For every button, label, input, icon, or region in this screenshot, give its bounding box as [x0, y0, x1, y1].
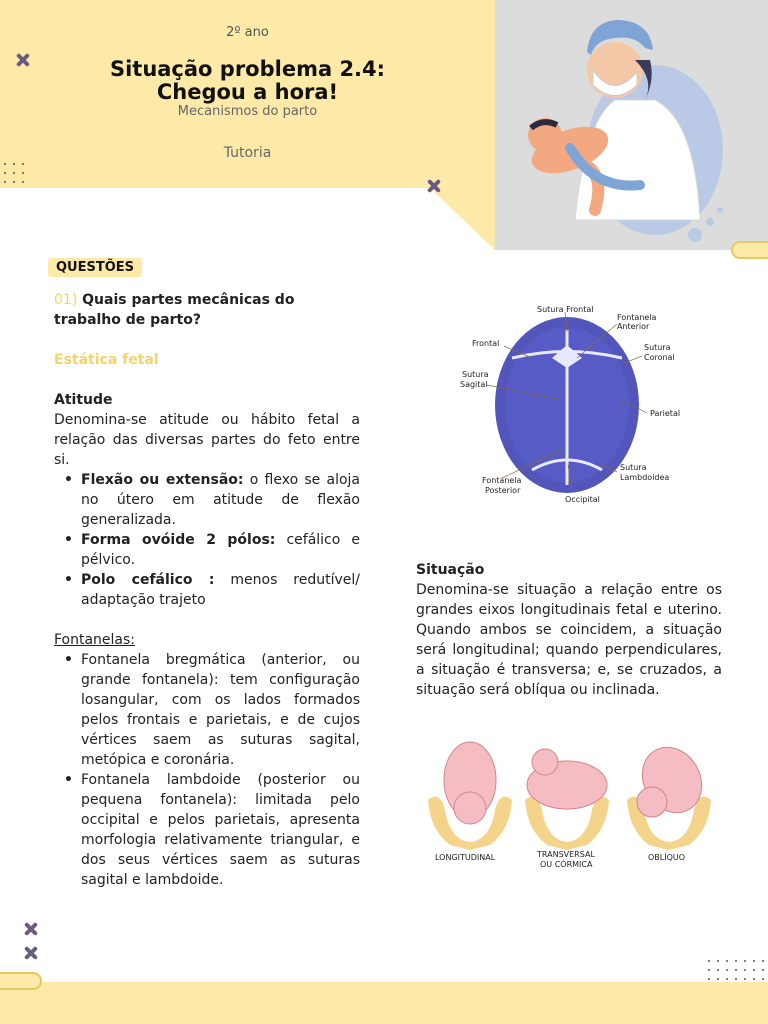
skull-label: Parietal [650, 409, 681, 418]
skull-label: Posterior [485, 486, 521, 495]
decorative-pill [731, 241, 768, 259]
obliquo-figure [627, 737, 713, 850]
questoes-badge: QUESTÕES [48, 258, 142, 277]
doctor-with-baby-illustration [495, 0, 768, 250]
skull-label: Sutura Frontal [537, 305, 594, 314]
atitude-heading: Atitude [54, 392, 113, 408]
x-mark-icon [24, 946, 38, 960]
question-1 [54, 290, 360, 330]
transversal-figure [525, 749, 609, 850]
skull-label: Frontal [472, 339, 500, 348]
doctor-illustration-panel [495, 0, 768, 250]
skull-label: Fontanela [617, 313, 657, 322]
fontanelas-heading: Fontanelas: [54, 632, 136, 648]
list-item: • Polo cefálico : menos redutível/ adaptação trajeto [54, 570, 360, 610]
list-item: • Forma ovóide 2 pólos: cefálico e pélvico. [54, 530, 360, 570]
fetal-skull-illustration [452, 300, 702, 510]
situation-label: LONGITUDINAL [435, 853, 496, 862]
page-title-line-2: Chegou a hora! [156, 80, 339, 104]
x-mark-icon [16, 53, 30, 67]
skull-label: Anterior [617, 322, 650, 331]
right-column [416, 560, 722, 700]
x-mark-icon [24, 922, 38, 936]
grade-label: 2º ano [226, 25, 269, 40]
longitudinal-figure [428, 742, 512, 850]
tutoria-label: Tutoria [223, 145, 272, 161]
skull-label: Coronal [644, 353, 675, 362]
skull-label: Sutura [644, 343, 671, 352]
skull-label: Sagital [460, 380, 488, 389]
list-item: • Fontanela lambdoide (posterior ou pequena fontanela): limitada pelo occipital e pelos parietais, apresenta morfologia relativamente triangular, e dos seus vértices saem as suturas sagital e lambdoide. [54, 770, 360, 890]
skull-label: Fontanela [482, 476, 522, 485]
atitude-text: Denomina-se atitude ou hábito fetal a relação das diversas partes do feto entre si. [54, 412, 360, 468]
left-column [54, 290, 360, 890]
page-subtitle: Mecanismos do parto [177, 104, 318, 119]
question-number: 01) [54, 292, 78, 308]
skull-label: Sutura [462, 370, 489, 379]
fetal-situation-illustration [420, 730, 720, 875]
skull-label: Occipital [565, 495, 600, 504]
decorative-pill [0, 972, 42, 990]
dot-grid-icon [4, 163, 24, 183]
skull-label: Lambdoidea [620, 473, 670, 482]
situacao-heading: Situação [416, 562, 485, 578]
fontanelas-list [54, 650, 360, 890]
situation-label: OBLÍQUO [648, 853, 686, 862]
dot-grid-icon [708, 960, 768, 980]
atitude-list [54, 470, 360, 610]
situacao-text: Denomina-se situação a relação entre os grandes eixos longitudinais fetal e uterino. Quando ambos se coincidem, a situação será longitudinal; quando perpendiculares, a situação é transversa; e, se cruzados, a situação será oblíqua ou inclinada. [416, 582, 722, 698]
x-mark-icon [427, 179, 441, 193]
footer-band [0, 982, 768, 1024]
page-title-line-1: Situação problema 2.4: [109, 57, 386, 81]
situation-label: TRANSVERSAL [537, 850, 595, 859]
situation-label: OU CÓRMICA [540, 860, 593, 869]
question-text: Quais partes mecânicas do trabalho de parto? [54, 292, 295, 328]
skull-label: Sutura [620, 463, 647, 472]
list-item: • Fontanela bregmática (anterior, ou grande fontanela): tem configuração losangular, com os lados formados pelos frontais e parietais, e de cujos vértices saem as suturas sagital, metópica e coronária. [54, 650, 360, 770]
list-item: • Flexão ou extensão: o flexo se aloja no útero em atitude de flexão generalizada. [54, 470, 360, 530]
page-title [0, 58, 495, 104]
header-corner-triangle [430, 188, 495, 250]
section-heading: Estática fetal [54, 352, 159, 368]
